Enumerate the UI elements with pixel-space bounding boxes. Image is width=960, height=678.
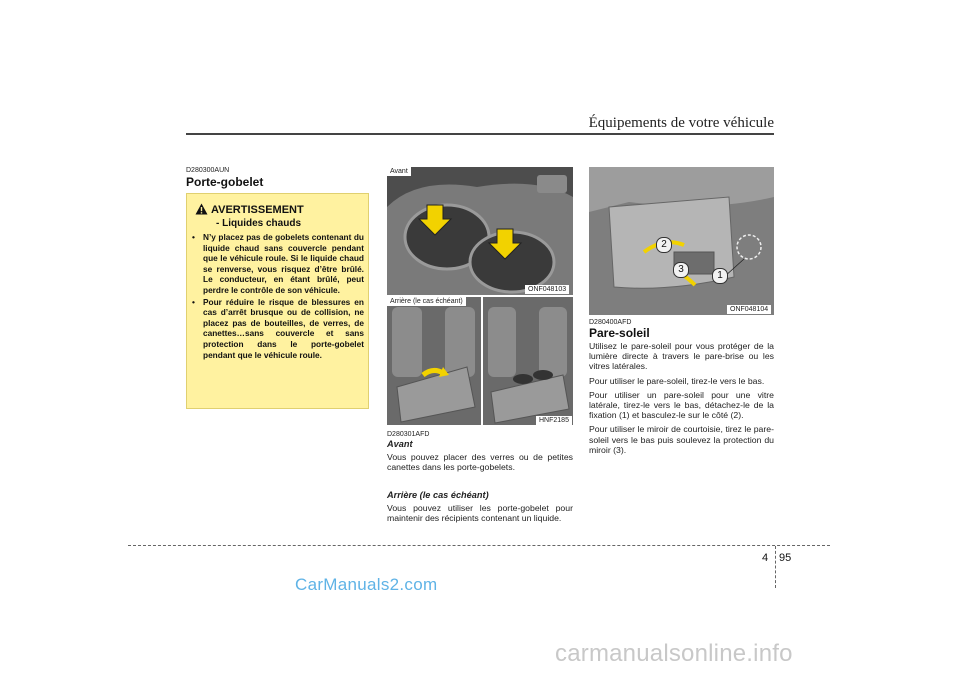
- rear-description: Vous pouvez utiliser les porte-gobelet pour maintenir des récipients contenant un liquide.: [387, 503, 573, 524]
- front-photo-label: Avant: [387, 167, 411, 176]
- chapter-number: 4: [762, 552, 769, 564]
- rear-armrest-open-illustration: [483, 297, 573, 425]
- callout-3: 3: [673, 262, 689, 278]
- sunvisor-paragraph: Pour utiliser le miroir de courtoisie, tirez le pare-soleil vers le bas puis soulevez la protection du miroir (3).: [589, 424, 774, 455]
- page-separator: [775, 546, 776, 588]
- rear-cupholder-photo-open: [483, 297, 573, 425]
- sunvisor-photo: [589, 167, 774, 315]
- page-header-title: Équipements de votre véhicule: [588, 115, 774, 131]
- sunvisor-paragraph: Pour utiliser un pare-soleil pour une vitre latérale, tirez-le vers le bas, détachez-le de la fixation (1) et basculez-le sur le côté (2).: [589, 389, 774, 421]
- front-cupholder-photo: [387, 167, 573, 295]
- rear-subtitle: Arrière (le cas échéant): [387, 490, 489, 500]
- rear-cupholder-photo-closed: [387, 297, 481, 425]
- sunvisor-section-code: D280400AFD: [589, 319, 632, 326]
- warning-list: [188, 232, 364, 361]
- bottom-watermark: carmanualsonline.info: [555, 640, 793, 667]
- cup-section-code: D280300AUN: [186, 167, 230, 174]
- rear-photo-code: HNF2185: [536, 416, 572, 425]
- front-subtitle: Avant: [387, 439, 413, 449]
- front-description: Vous pouvez placer des verres ou de petites canettes dans les porte-gobelets.: [387, 452, 573, 473]
- rear-photo-label: Arrière (le cas échéant): [387, 297, 466, 306]
- cupholder-detail-code: D280301AFD: [387, 431, 430, 438]
- warning-triangle-icon: [195, 203, 208, 215]
- front-photo-code: ONF048103: [525, 285, 569, 294]
- callout-1: 1: [712, 268, 728, 284]
- page-number: 95: [779, 552, 792, 564]
- warning-item: • N’y placez pas de gobelets contenant du liquide chaud sans couvercle pendant que le véhicule roule. Si le liquide chaud se renverse, vous risquez d’être brûlé. Le conducteur, en étant brûlé, peut perdre le contrôle de son véhicule.: [188, 232, 364, 296]
- sunvisor-illustration: [589, 167, 774, 315]
- carmanuals-watermark: CarManuals2.com: [295, 575, 438, 594]
- warning-item: • Pour réduire le risque de blessures en cas d’arrêt brusque ou de collision, ne placez pas de bouteilles, de verres, de canettes…sans couvercle et sans protection dans le porte-gobelet pendant que le véhicule roule.: [188, 297, 364, 361]
- front-cupholder-illustration: [387, 167, 573, 295]
- header-rule: [186, 133, 774, 135]
- sunvisor-photo-code: ONF048104: [727, 305, 771, 314]
- cup-section-title: Porte-gobelet: [186, 175, 264, 189]
- warning-title: AVERTISSEMENT: [211, 204, 304, 216]
- footer-rule: [128, 545, 830, 546]
- warning-subtitle: - Liquides chauds: [216, 218, 302, 229]
- sunvisor-text: [589, 341, 774, 455]
- sunvisor-section-title: Pare-soleil: [589, 326, 650, 340]
- rear-armrest-closed-illustration: [387, 297, 481, 425]
- callout-2: 2: [656, 237, 672, 253]
- sunvisor-paragraph: Pour utiliser le pare-soleil, tirez-le vers le bas.: [589, 375, 765, 386]
- sunvisor-paragraph: Utilisez le pare-soleil pour vous protéger de la lumière directe à travers le pare-brise ou les vitres latérales.: [589, 341, 774, 372]
